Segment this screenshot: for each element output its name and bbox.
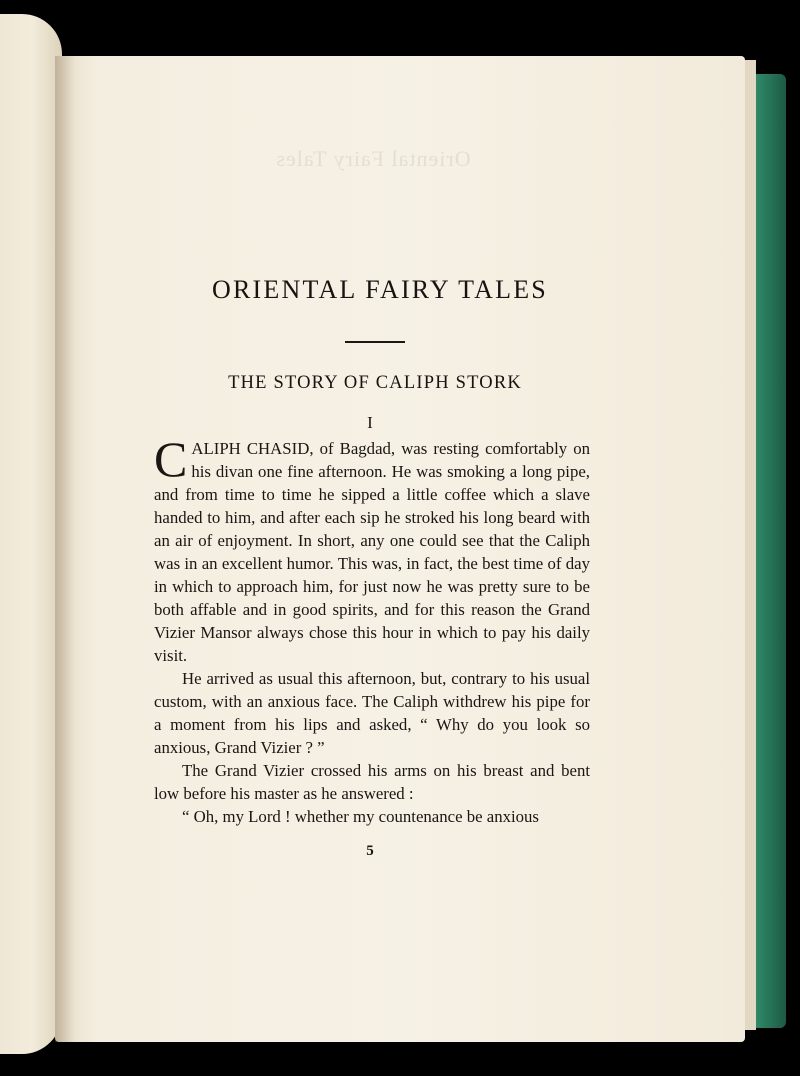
paragraph-1-text: ALIPH CHASID, of Bagdad, was resting comfortably on his divan one fine afternoon. He was smoking a long pipe, and from time to time he sipped a little coffee which a slave handed to him, and after each sip he stroked his long beard with an air of enjoyment. In short, any one could see that the Caliph was in an excellent humor. This was, in fact, the best time of day in which to approach him, for just now he was pretty sure to be both affable and in good spirits, and for this reason the Grand Vizier Mansor always chose this hour in which to pay his daily visit. [154,439,590,665]
page-gutter-shadow [55,56,75,1042]
page-number: 5 [366,843,374,859]
story-title: THE STORY OF CALIPH STORK [228,373,522,393]
show-through-header: Oriental Fairy Tales [275,146,471,171]
page-heading: ORIENTAL FAIRY TALES [212,275,548,304]
drop-cap: C [154,431,188,487]
left-page [0,14,62,1054]
paragraph-2: He arrived as usual this afternoon, but, contrary to his usual custom, with an anxious face. The Caliph withdrew his pipe for a moment from his lips and asked, “ Why do you look so anxious, Grand Vizier ? ” [154,669,590,757]
chapter-number: I [367,413,373,432]
body-text [154,431,590,828]
title-rule [345,341,405,343]
paragraph-1 [154,431,590,667]
paragraph-4: “ Oh, my Lord ! whether my countenance be anxious [182,807,539,826]
paragraph-3: The Grand Vizier crossed his arms on his breast and bent low before his master as he answered : [154,761,590,803]
